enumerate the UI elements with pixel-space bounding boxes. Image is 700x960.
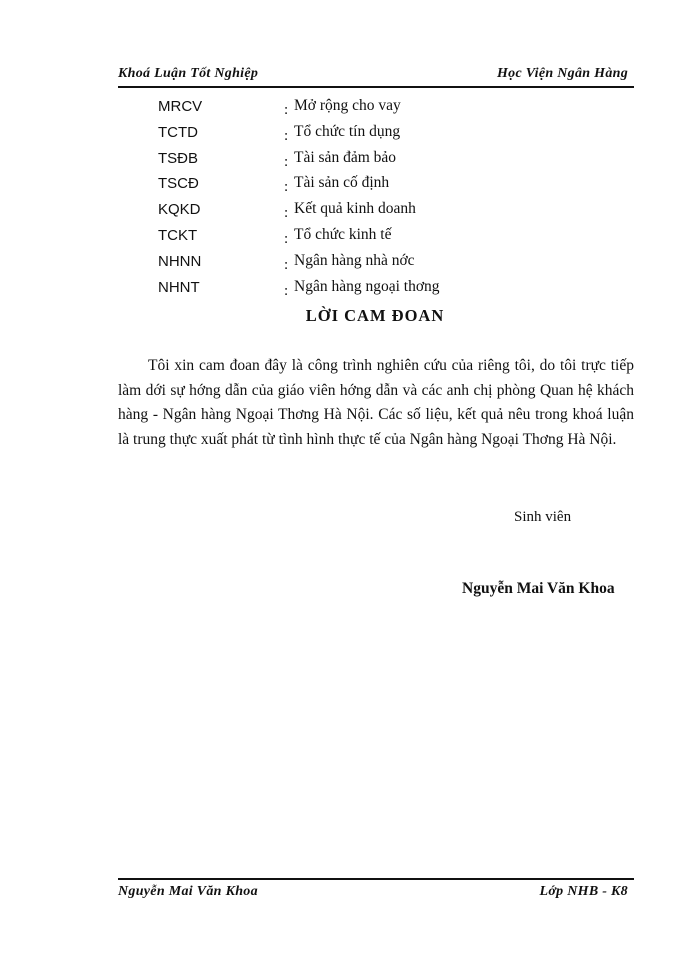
abbreviation-separator: : xyxy=(284,179,289,196)
abbreviation-meaning: Tài sản cố định xyxy=(294,174,390,192)
abbreviation-meaning: Tổ chức kinh tế xyxy=(294,225,392,243)
abbreviation-separator: : xyxy=(284,153,289,170)
abbreviation-meaning: Ngân hàng ngoại thơng xyxy=(294,277,440,295)
abbreviation-separator: : xyxy=(284,256,289,273)
abbreviation-code: TSCĐ xyxy=(158,175,199,193)
abbreviation-meaning: Tổ chức tín dụng xyxy=(294,122,401,140)
header-institution-label: Học Viện Ngân Hàng xyxy=(496,66,628,81)
page-footer xyxy=(118,878,634,902)
header-thesis-label: Khoá Luận Tốt Nghiệp xyxy=(118,66,259,81)
abbreviation-code: NHNN xyxy=(158,252,202,270)
abbreviation-code: MRCV xyxy=(158,98,203,115)
abbreviation-code: KQKD xyxy=(158,201,201,219)
page-header xyxy=(118,64,634,88)
signature-name: Nguyễn Mai Văn Khoa xyxy=(462,580,615,597)
declaration-paragraph: Tôi xin cam đoan đây là công trình nghiên cứu của riêng tôi, do tôi trực tiếp làm dới sự hớng dẫn của giáo viên hớng dẫn và các anh chị phòng Quan hệ khách hàng - Ngân hàng Ngoại Thơng Hà Nội. Các số liệu, kết quả nêu trong khoá luận là trung thực xuất phát từ tình hình thực tế của Ngân hàng Ngoại Thơng Hà Nội. xyxy=(118,357,634,448)
abbreviation-separator: : xyxy=(284,282,289,299)
section-title: LỜI CAM ĐOAN xyxy=(305,306,445,325)
abbreviation-separator: : xyxy=(284,205,289,222)
footer-author-label: Nguyễn Mai Văn Khoa xyxy=(118,884,258,899)
signature-role: Sinh viên xyxy=(514,509,572,525)
abbreviation-meaning: Tài sản đảm bảo xyxy=(294,148,397,166)
abbreviation-separator: : xyxy=(284,102,289,118)
abbreviation-code: NHNT xyxy=(158,278,200,296)
abbreviation-meaning: Kết quả kinh doanh xyxy=(294,200,416,218)
abbreviation-code: TCKT xyxy=(158,226,198,244)
abbreviation-code: TSĐB xyxy=(158,149,199,167)
abbreviation-separator: : xyxy=(284,127,289,144)
footer-class-label: Lớp NHB - K8 xyxy=(539,884,628,899)
abbreviation-separator: : xyxy=(284,230,289,247)
abbreviation-meaning: Mở rộng cho vay xyxy=(294,97,401,114)
abbreviation-meaning: Ngân hàng nhà nớc xyxy=(294,251,415,269)
abbreviation-code: TCTD xyxy=(158,123,198,141)
